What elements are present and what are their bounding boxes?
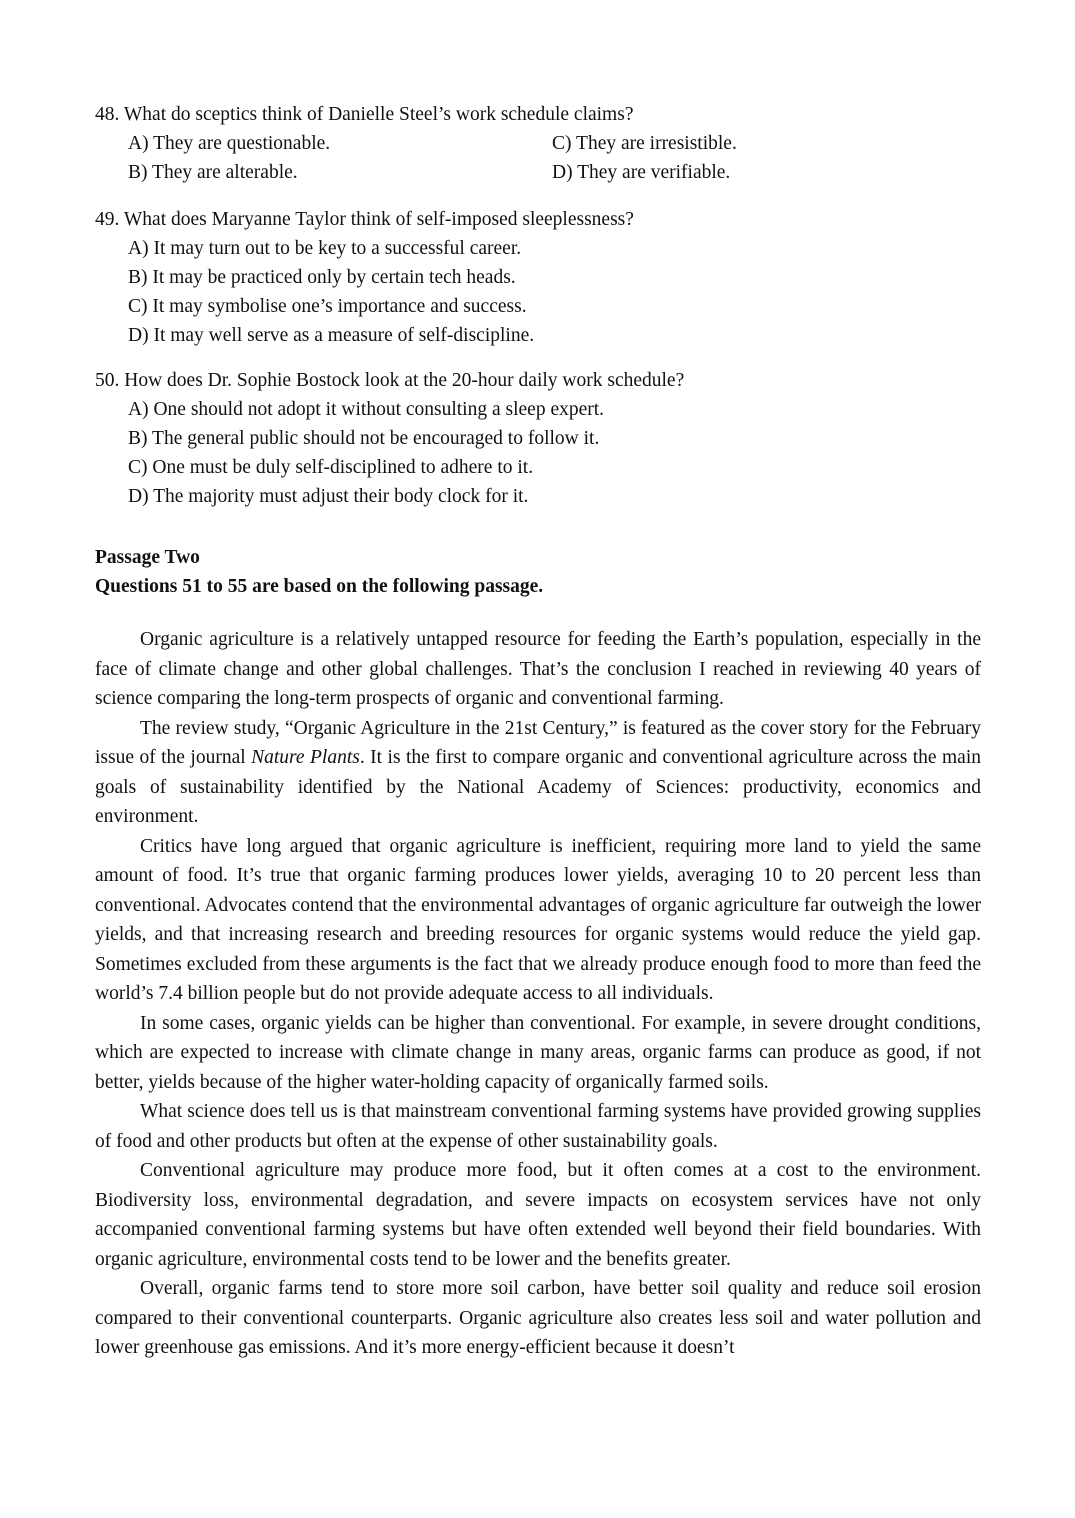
- option-letter: C): [128, 457, 148, 478]
- option-b: [128, 424, 981, 453]
- option-text: It may be practiced only by certain tech heads.: [152, 267, 516, 288]
- option-text: It may turn out to be key to a successful career.: [153, 238, 522, 259]
- passage-paragraph-3: Critics have long argued that organic agriculture is inefficient, requiring more land to yield the same amount of food. It’s true that organic farming produces lower yields, averaging 10 to 20 percent less than conventional. Advocates contend that the environmental advantages of organic agriculture far outweigh the lower yields, and that increasing research and breeding resources for organic systems would reduce the yield gap. Sometimes excluded from these arguments is the fact that we already produce enough food to more than feed the world’s 7.4 billion people but do not provide adequate access to all individuals.: [95, 835, 981, 1004]
- option-letter: D): [128, 325, 149, 346]
- option-b: [128, 158, 552, 187]
- options-grid: [95, 129, 981, 187]
- question-number: 50.: [95, 370, 120, 391]
- passage-paragraph-1: Organic agriculture is a relatively untapped resource for feeding the Earth’s population, especially in the face of climate change and other global challenges. That’s the conclusion I reached in reviewing 40 years of science comparing the long-term prospects of organic and conventional farming.: [95, 629, 981, 709]
- question-49: [95, 205, 981, 353]
- option-text: One should not adopt it without consulting a sleep expert.: [153, 399, 605, 420]
- question-text: What does Maryanne Taylor think of self-imposed sleeplessness?: [123, 209, 634, 230]
- option-text: They are irresistible.: [576, 133, 737, 154]
- paragraph-text: The review study, “Organic Agriculture in the 21st Century,” is featured as the cover story for the February issue of the journal: [95, 717, 981, 768]
- option-b: [128, 263, 981, 292]
- option-c: [552, 129, 981, 158]
- option-c: [128, 453, 981, 482]
- journal-title: Nature Plants: [251, 747, 360, 768]
- option-text: It may well serve as a measure of self-discipline.: [153, 325, 535, 346]
- option-d: [552, 158, 981, 187]
- reading-passage: [95, 625, 981, 1363]
- paragraph-text: . It is the first to compare organic and conventional agriculture across the main goals of sustainability identified by the National Academy of Sciences: productivity, economics and environment.: [95, 747, 981, 827]
- question-50: [95, 366, 981, 514]
- option-a: [128, 395, 981, 424]
- option-letter: B): [128, 267, 148, 288]
- option-text: They are questionable.: [153, 133, 331, 154]
- section-heading: Passage Two: [95, 547, 200, 568]
- option-letter: C): [552, 133, 572, 154]
- option-text: They are alterable.: [152, 162, 298, 183]
- option-text: One must be duly self-disciplined to adhere to it.: [152, 457, 534, 478]
- section-instruction: Questions 51 to 55 are based on the following passage.: [95, 576, 544, 597]
- option-letter: A): [128, 399, 149, 420]
- option-text: The general public should not be encouraged to follow it.: [152, 428, 600, 449]
- option-d: [128, 321, 981, 350]
- option-d: [128, 482, 981, 511]
- option-letter: D): [128, 486, 149, 507]
- passage-paragraph-2: [95, 714, 981, 832]
- options-list: [95, 234, 981, 350]
- option-text: It may symbolise one’s importance and success.: [152, 296, 527, 317]
- option-c: [128, 292, 981, 321]
- passage-paragraph-4: In some cases, organic yields can be higher than conventional. For example, in severe drought conditions, which are expected to increase with climate change in many areas, organic farms can produce as good, if not better, yields because of the higher water-holding capacity of organically farmed soils.: [95, 1012, 981, 1093]
- question-number: 48.: [95, 104, 120, 125]
- option-letter: B): [128, 428, 148, 449]
- options-list: [95, 395, 981, 511]
- option-a: [128, 234, 981, 263]
- question-number: 49.: [95, 209, 120, 230]
- question-stem: [95, 205, 981, 234]
- option-letter: D): [552, 162, 573, 183]
- option-a: [128, 129, 552, 158]
- option-letter: B): [128, 162, 148, 183]
- question-text: How does Dr. Sophie Bostock look at the 20-hour daily work schedule?: [124, 370, 685, 391]
- passage-paragraph-7: Overall, organic farms tend to store more soil carbon, have better soil quality and reduce soil erosion compared to their conventional counterparts. Organic agriculture also creates less soil and water pollution and lower greenhouse gas emissions. And it’s more energy-efficient because it doesn’t: [95, 1278, 981, 1358]
- option-letter: A): [128, 238, 149, 259]
- passage-paragraph-6: Conventional agriculture may produce more food, but it often comes at a cost to the environment. Biodiversity loss, environmental degradation, and severe impacts on ecosystem services have not only accompanied conventional farming systems but have often extended well beyond their field boundaries. With organic agriculture, environmental costs tend to be lower and the benefits greater.: [95, 1160, 981, 1270]
- question-stem: [95, 366, 981, 395]
- passage-paragraph-5: What science does tell us is that mainstream conventional farming systems have provided growing supplies of food and other products but often at the expense of other sustainability goals.: [95, 1101, 981, 1152]
- option-letter: C): [128, 296, 148, 317]
- option-letter: A): [128, 133, 149, 154]
- option-text: The majority must adjust their body clock for it.: [153, 486, 529, 507]
- question-48: [95, 100, 981, 189]
- option-text: They are verifiable.: [577, 162, 731, 183]
- question-stem: [95, 100, 981, 129]
- question-text: What do sceptics think of Danielle Steel’s work schedule claims?: [123, 104, 634, 125]
- exam-page: [95, 100, 981, 1363]
